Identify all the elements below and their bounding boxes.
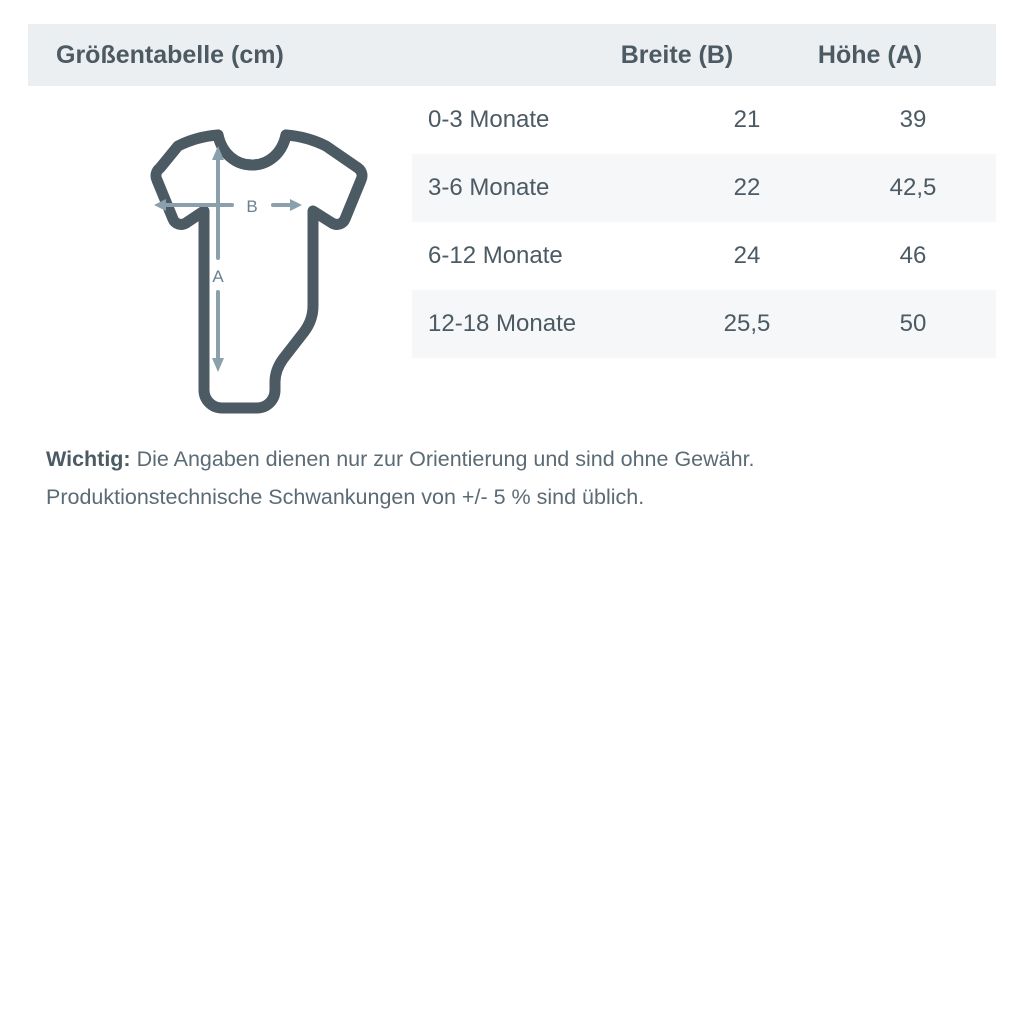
disclaimer-note — [46, 440, 976, 516]
page-title: Größentabelle (cm) — [56, 40, 284, 69]
cell-width: 22 — [733, 174, 761, 201]
bodysuit-outline-shape — [156, 135, 362, 408]
cell-width: 25,5 — [723, 310, 771, 337]
height-label: A — [212, 267, 224, 286]
width-arrow — [154, 199, 302, 211]
table-row — [412, 290, 996, 358]
table-row — [412, 222, 996, 290]
size-table — [412, 86, 996, 358]
cell-height: 42,5 — [889, 174, 937, 201]
neckline-shape — [218, 135, 286, 165]
cell-height: 39 — [899, 106, 927, 133]
column-header-height: Höhe (A) — [817, 40, 923, 69]
cell-size: 12-18 Monate — [428, 310, 577, 337]
disclaimer-label: Wichtig: — [46, 447, 131, 471]
disclaimer-line1: Die Angaben dienen nur zur Orientierung und sind ohne Gewähr. — [130, 447, 755, 471]
table-row — [412, 154, 996, 222]
cell-size: 6-12 Monate — [428, 242, 563, 269]
height-arrow — [212, 146, 224, 372]
disclaimer-line2: Produktionstechnische Schwankungen von +/- 5 % sind üblich. — [46, 485, 645, 509]
width-label: B — [246, 197, 258, 216]
cell-size: 0-3 Monate — [428, 106, 550, 133]
column-header-width: Breite (B) — [620, 40, 734, 69]
table-row — [412, 86, 996, 154]
cell-size: 3-6 Monate — [428, 174, 550, 201]
baby-bodysuit-diagram — [70, 110, 390, 420]
cell-height: 50 — [899, 310, 927, 337]
table-header — [28, 24, 996, 86]
cell-width: 24 — [733, 242, 761, 269]
cell-width: 21 — [733, 106, 761, 133]
cell-height: 46 — [899, 242, 927, 269]
